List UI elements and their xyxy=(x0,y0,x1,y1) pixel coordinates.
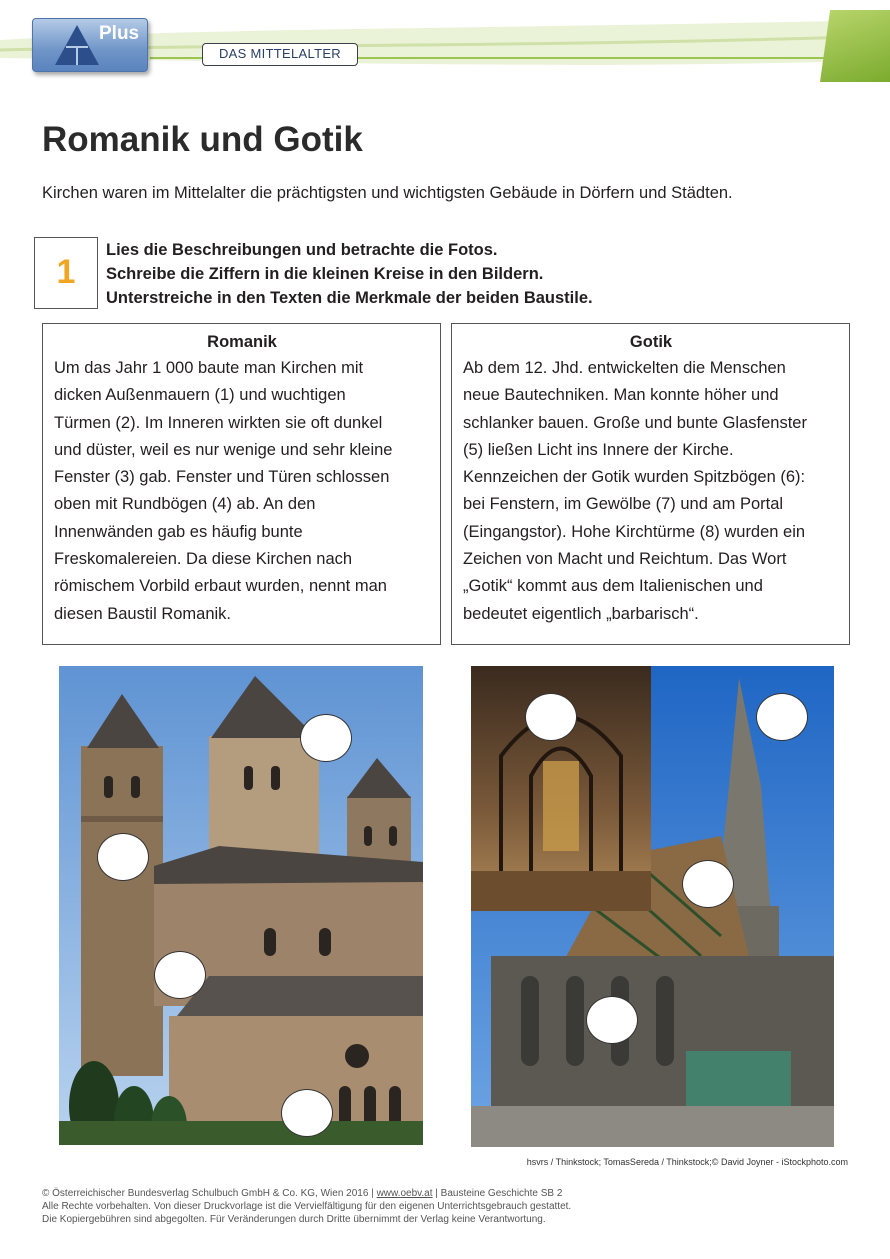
copyright-text: © Österreichischer Bundesverlag Schulbuch GmbH & Co. KG, Wien 2016 | xyxy=(42,1188,377,1199)
romanesque-church-illustration xyxy=(59,666,423,1145)
text-line: Ab dem 12. Jhd. entwickelten die Menschen xyxy=(463,359,786,377)
photo-credit: hsvrs / Thinkstock; TomasSereda / Thinkstock;© David Joyner - iStockphoto.com xyxy=(526,1157,848,1167)
header-green-tab xyxy=(820,10,890,82)
number-circle[interactable] xyxy=(756,693,808,741)
number-circle[interactable] xyxy=(154,951,206,999)
book-reference: | Bausteine Geschichte SB 2 xyxy=(432,1188,563,1199)
number-circle[interactable] xyxy=(525,693,577,741)
text-line: Zeichen von Macht und Reichtum. Das Wort xyxy=(463,550,787,569)
romanik-heading: Romanik xyxy=(207,333,277,351)
task-line: Lies die Beschreibungen und betrachte die Fotos. xyxy=(106,241,498,259)
task-line: Unterstreiche in den Texten die Merkmale der beiden Baustile. xyxy=(106,289,593,307)
romanik-description xyxy=(54,355,430,628)
text-line: und düster, weil es nur wenige und sehr kleine xyxy=(54,440,393,459)
task-number: 1 xyxy=(34,237,98,309)
text-line: bei Fenstern, im Gewölbe (7) und am Portal xyxy=(463,495,784,514)
text-line: bedeutet eigentlich „barbarisch“. xyxy=(463,604,699,623)
gothic-cathedral-photo xyxy=(471,666,834,1147)
gotik-heading: Gotik xyxy=(629,333,673,351)
text-line: Kennzeichen der Gotik wurden Spitzbögen (6): xyxy=(463,468,806,487)
task-instructions xyxy=(106,238,593,310)
number-circle[interactable] xyxy=(281,1089,333,1137)
publisher-link[interactable]: www.oebv.at xyxy=(376,1188,433,1199)
text-line: oben mit Rundbögen (4) ab. An den xyxy=(54,495,316,514)
section-tag: DAS MITTELALTER xyxy=(202,43,358,66)
number-circle[interactable] xyxy=(682,860,734,908)
plus-logo xyxy=(32,18,148,72)
text-line: (Eingangstor). Hohe Kirchtürme (8) wurden ein xyxy=(463,522,806,541)
text-line: Innenwänden gab es häufig bunte xyxy=(54,522,303,541)
text-line: Um das Jahr 1 000 baute man Kirchen mit xyxy=(54,359,364,377)
triangle-logo-icon xyxy=(53,23,101,67)
text-line: dicken Außenmauern (1) und wuchtigen xyxy=(54,386,346,405)
text-line: schlanker bauen. Große und bunte Glasfenster xyxy=(463,413,807,432)
intro-text: Kirchen waren im Mittelalter die prächtigsten und wichtigsten Gebäude in Dörfern und Städten. xyxy=(42,184,733,202)
page-title: Romanik und Gotik xyxy=(42,120,363,159)
gotik-description xyxy=(463,355,839,628)
text-line: „Gotik“ kommt aus dem Italienischen und xyxy=(463,577,763,596)
task-line: Schreibe die Ziffern in die kleinen Kreise in den Bildern. xyxy=(106,265,544,283)
text-line: diesen Baustil Romanik. xyxy=(54,604,232,623)
text-line: neue Bautechniken. Man konnte höher und xyxy=(463,386,779,405)
text-line: (5) ließen Licht ins Innere der Kirche. xyxy=(463,440,734,459)
romanesque-church-photo xyxy=(59,666,423,1145)
logo-text: Plus xyxy=(99,23,140,44)
text-line: Fenster (3) gab. Fenster und Türen schlossen xyxy=(54,468,390,487)
text-line: Türmen (2). Im Inneren wirkten sie oft dunkel xyxy=(54,413,383,432)
gotik-text-box xyxy=(451,323,850,645)
number-circle[interactable] xyxy=(300,714,352,762)
footer-line-3: Die Kopiergebühren sind abgegolten. Für Veränderungen durch Dritte übernimmt der Verlag keine Verantwortung. xyxy=(42,1214,546,1225)
footer xyxy=(42,1187,571,1226)
footer-line-1 xyxy=(42,1187,571,1200)
number-circle[interactable] xyxy=(586,996,638,1044)
text-line: Freskomalereien. Da diese Kirchen nach xyxy=(54,550,353,569)
text-line: römischem Vorbild erbaut wurden, nennt man xyxy=(54,577,387,596)
header-band xyxy=(0,0,890,100)
number-circle[interactable] xyxy=(97,833,149,881)
footer-line-2: Alle Rechte vorbehalten. Von dieser Druckvorlage ist die Vervielfältigung für den eigenen Unterrichtsgebrauch gestattet. xyxy=(42,1201,572,1212)
romanik-text-box xyxy=(42,323,441,645)
